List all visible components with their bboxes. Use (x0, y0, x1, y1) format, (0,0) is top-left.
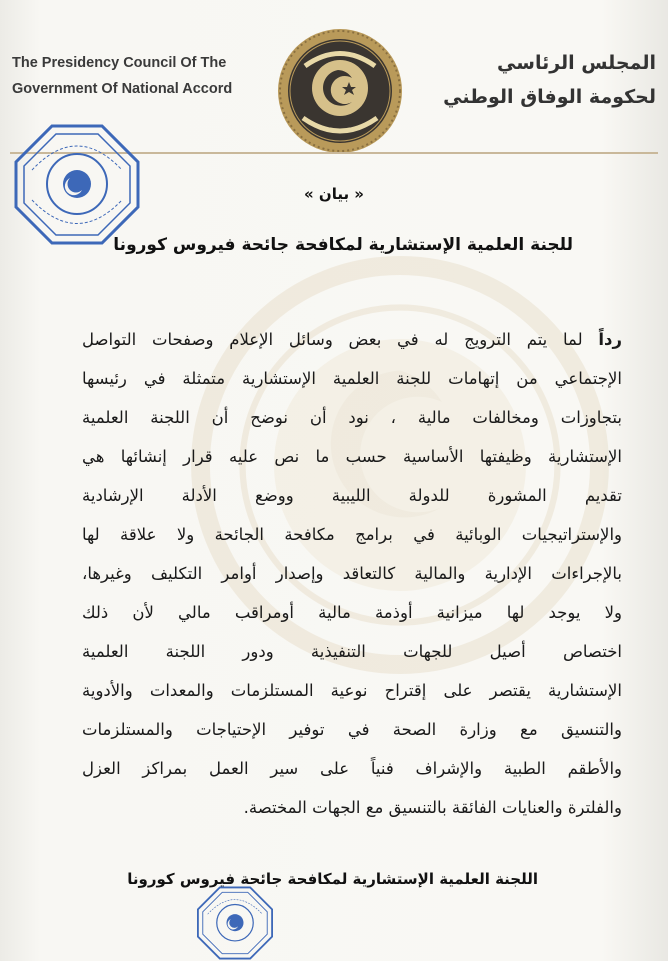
body-line-10: الإستشارية يقتصر على إقتراح نوعية المستلزمات والمعدات والأدوية (82, 681, 622, 700)
statement-issuer: للجنة العلمية الإستشارية لمكافحة جائحة فيروس كورونا (113, 235, 573, 255)
letterhead-arabic (426, 46, 656, 114)
body-line-text: لما يتم الترويج له في بعض وسائل الإعلام وصفحات التواصل (82, 330, 583, 349)
body-line-7: بالإجراءات الإدارية والمالية كالتعاقد وإصدار أوامر التكليف وغيرها، (82, 564, 622, 583)
body-line-11: والتنسيق مع وزارة الصحة في توفير الإحتياجات والمستلزمات (82, 720, 622, 739)
state-of-libya-seal (275, 26, 405, 156)
body-line-2: الإجتماعي من إتهامات للجنة العلمية الإستشارية متمثلة في رئيسها (82, 369, 622, 388)
lead-word: رداً (598, 330, 622, 349)
letterhead-english (12, 50, 232, 102)
signature-line: اللجنة العلمية الإستشارية لمكافحة جائحة فيروس كورونا (127, 870, 538, 888)
body-line-4: الإستشارية وظيفتها الأساسية حسب ما نص عليه قرار إنشائها هي (82, 447, 622, 466)
letterhead-english-line1: The Presidency Council Of The (12, 55, 227, 71)
committee-stamp-bottom (170, 885, 300, 961)
body-line-3: بتجاوزات ومخالفات مالية ، نود أن نوضح أن اللجنة العلمية (82, 408, 622, 427)
body-line-13: والفلترة والعنايات الفائقة بالتنسيق مع الجهات المختصة. (243, 798, 622, 817)
body-line-5: تقديم المشورة للدولة الليبية ووضع الأدلة الإرشادية (82, 486, 622, 505)
statement-title: « بيان » (303, 185, 364, 203)
body-line-8: ولا يوجد لها ميزانية أوذمة مالية أومراقب مالي لأن ذلك (82, 603, 622, 622)
letterhead-arabic-line1: المجلس الرئاسي (497, 52, 656, 74)
letterhead-english-line2: Government Of National Accord (12, 81, 233, 97)
statement-body (82, 320, 622, 827)
body-line-1 (82, 320, 622, 359)
letterhead (0, 22, 668, 122)
body-line-12: والأطقم الطبية والإشراف فنياً على سير العمل بمراكز العزل (82, 759, 622, 778)
body-line-6: والإستراتيجيات الوبائية في برامج مكافحة الجائحة ولا علاقة لها (82, 525, 622, 544)
letterhead-arabic-line2: لحكومة الوفاق الوطني (443, 86, 656, 108)
body-line-9: اختصاص أصيل للجهات التنفيذية ودور اللجنة العلمية (82, 642, 622, 661)
